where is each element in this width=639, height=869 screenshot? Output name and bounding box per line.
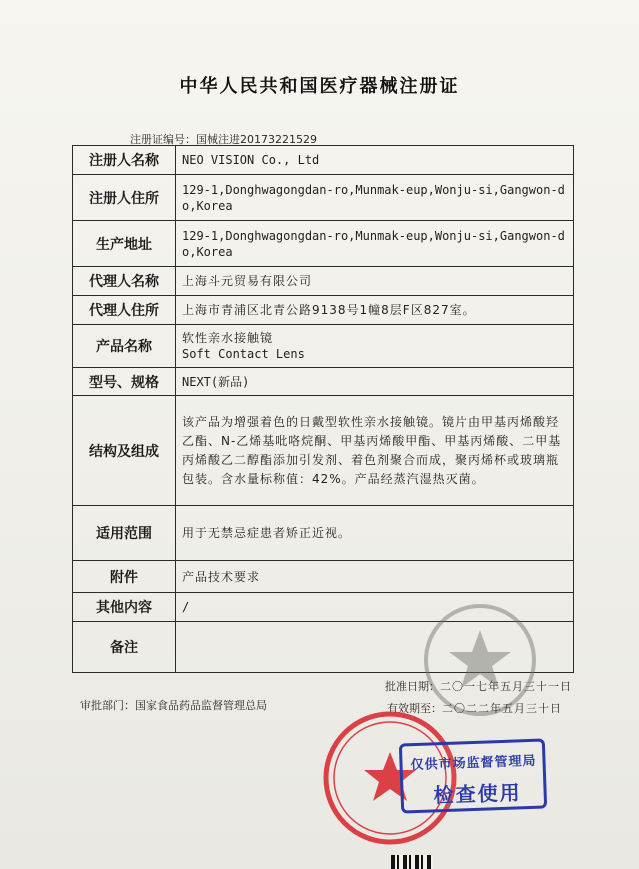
table-row (73, 296, 574, 325)
table-row (73, 506, 574, 561)
valid-until-value: 二〇二二年五月三十日 (442, 702, 562, 715)
structure-value: 该产品为增强着色的日戴型软性亲水接触镜。镜片由甲基丙烯酸羟乙酯、N-乙烯基吡咯烷酮、甲基丙烯酸甲酯、甲基丙烯酸、二甲基丙烯酸乙二醇酯添加引发剂、着色剂聚合而成，聚丙烯杯或玻璃瓶包装。含水量标称值：42%。产品经蒸汽湿热灭菌。 (176, 396, 574, 506)
approval-date (385, 678, 572, 694)
product-name-value (176, 325, 574, 368)
product-name-en: Soft Contact Lens (182, 347, 305, 361)
approval-department: 审批部门：国家食品药品监督管理总局 (80, 699, 267, 712)
registrant-name-value: NEO VISION Co., Ltd (176, 146, 574, 175)
attachment-value: 产品技术要求 (176, 561, 574, 593)
agent-address-value: 上海市青浦区北青公路9138号1幢8层F区827室。 (176, 296, 574, 325)
table-row (73, 561, 574, 593)
agent-name-value: 上海斗元贸易有限公司 (176, 267, 574, 296)
row-label: 适用范围 (73, 506, 176, 561)
table-row (73, 325, 574, 368)
registrant-address-value: 129-1,Donghwagongdan-ro,Munmak-eup,Wonju-si,Gangwon-do,Korea (176, 175, 574, 221)
other-value: / (176, 593, 574, 622)
inspection-stamp-line1: 仅供市场监督管理局 (410, 753, 537, 774)
row-label: 其他内容 (73, 593, 176, 622)
table-row (73, 146, 574, 175)
row-label: 代理人名称 (73, 267, 176, 296)
certificate-table (72, 145, 574, 673)
row-label: 备注 (73, 622, 176, 673)
production-address-value: 129-1,Donghwagongdan-ro,Munmak-eup,Wonju-si,Gangwon-do,Korea (176, 221, 574, 267)
row-label: 产品名称 (73, 325, 176, 368)
inspection-stamp-line2: 检查使用 (433, 780, 523, 808)
row-label: 附件 (73, 561, 176, 593)
valid-until-label: 有效期至： (387, 702, 442, 715)
product-name-cn: 软性亲水接触镜 (182, 331, 274, 345)
table-row (73, 267, 574, 296)
inspection-stamp (399, 738, 547, 813)
row-label: 生产地址 (73, 221, 176, 267)
row-label: 注册人名称 (73, 146, 176, 175)
model-value: NEXT(新品) (176, 368, 574, 396)
qr-code-fragment (391, 855, 433, 869)
table-row (73, 221, 574, 267)
row-label: 代理人住所 (73, 296, 176, 325)
approval-date-value: 二〇一七年五月三十一日 (440, 680, 572, 693)
row-label: 注册人住所 (73, 175, 176, 221)
table-row (73, 396, 574, 506)
approval-date-label: 批准日期： (385, 680, 440, 693)
table-row (73, 368, 574, 396)
document-title: 中华人民共和国医疗器械注册证 (179, 76, 460, 97)
row-label: 结构及组成 (73, 396, 176, 506)
row-label: 型号、规格 (73, 368, 176, 396)
table-row (73, 175, 574, 221)
registration-number: 注册证编号：国械注进20173221529 (130, 133, 317, 146)
scope-value: 用于无禁忌症患者矫正近视。 (176, 506, 574, 561)
